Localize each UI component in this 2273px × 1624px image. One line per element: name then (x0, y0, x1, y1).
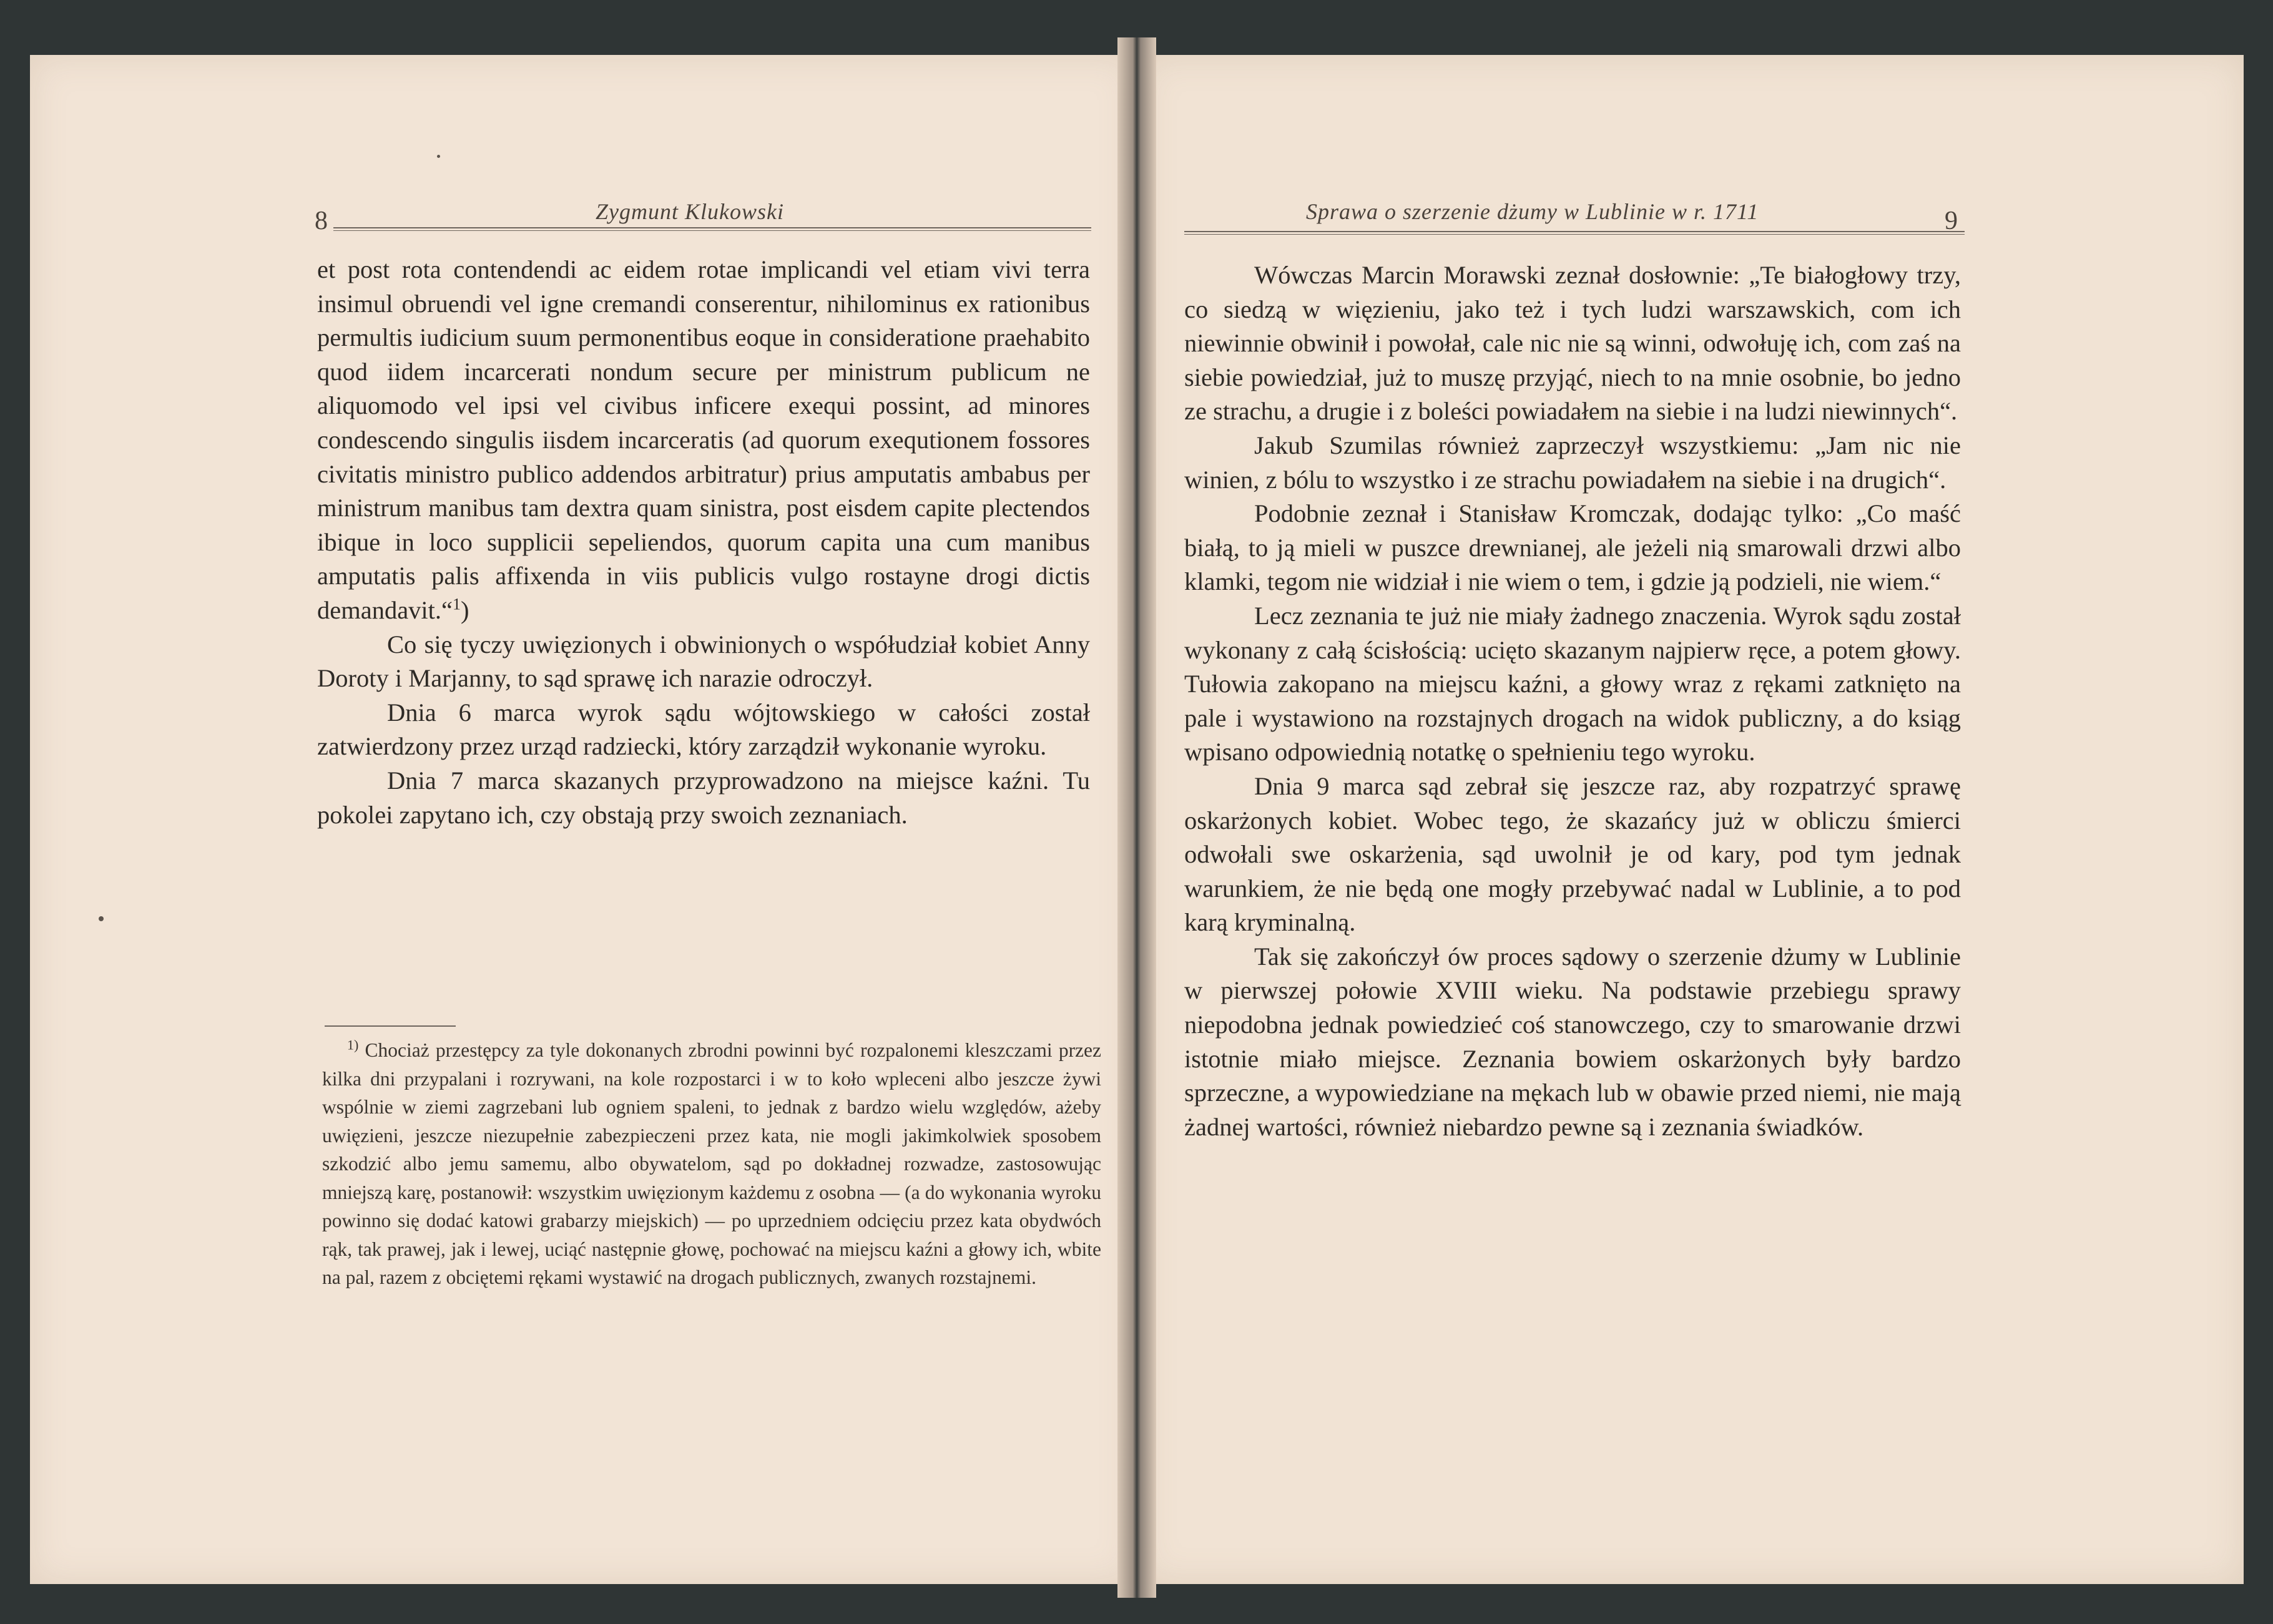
left-paragraph-4: Dnia 7 marca skazanych przyprowadzono na miejsce kaźni. Tu pokolei zapytano ich, czy obstają przy swoich zeznaniach. (317, 766, 1090, 829)
right-paragraph-3: Podobnie zeznał i Stanisław Kromczak, dodając tylko: „Co maść białą, to ją mieli w puszce drewnianej, ale jeżeli nią smarowali drzwi albo klamki, tegom nie widział i nie wiem o tem, i gdzie ją podzieli, nie wiem.“ (1184, 499, 1961, 596)
right-paragraph-2: Jakub Szumilas również zaprzeczył wszystkiemu: „Jam nic nie winien, z bólu to wszystko i ze strachu powiadałem na siebie i na drugich“. (1184, 431, 1961, 494)
left-paragraph-1: et post rota contendendi ac eidem rotae implicandi vel etiam vivi terra insimul obruendi vel igne cremandi conserentur, nihilominus ex rationibus permultis iudicium suum permonentibus eoque in consideratione praehabito quod iidem incarcerati nondum secure per ministrum publicum ne aliquomodo vel ipsi vel civibus inficere exequi possint, ad minores condescendo singulis iisdem incarceratis (ad quorum exequtionem fossores civitatis ministro publico addendos arbitratur) prius amputatis ambabus per ministrum manibus tam dextra quam sinistra, post eisdem capite plectendos ibique in loco supplicii sepeliendos, quorum capita una cum manibus amputatis palis affixenda in viis publicis vulgo rostayne drogi dictis demandavit.“$^1$) (317, 255, 1090, 624)
paper-speck (99, 916, 104, 921)
footnote-marker: 1) (347, 1037, 359, 1053)
left-running-title: Zygmunt Klukowski (596, 199, 784, 224)
right-running-title: Sprawa o szerzenie dżumy w Lublinie w r. 1711 (1306, 199, 1759, 224)
footnote (322, 1036, 1101, 1292)
right-body-text (1184, 258, 1961, 1144)
left-paragraph-3: Dnia 6 marca wyrok sądu wójtowskiego w całości został zatwierdzony przez urząd radziecki, który zarządził wykonanie wyroku. (317, 698, 1090, 761)
left-page-number: 8 (315, 207, 328, 235)
right-header-rule (1184, 231, 1965, 235)
right-page-number: 9 (1945, 207, 1958, 235)
footnote-text: Chociaż przestępcy za tyle dokonanych zbrodni powinni być rozpalonemi kleszczami przez kilka dni przypalani i rozrywani, na kole rozpostarci i w to koło wpleceni albo jeszcze żywi wspólnie w ziemi zagrzebani lub ogniem spaleni, to jednak z bardzo wielu względów, ażeby uwięzieni, jeszcze niezupełnie zabezpieczeni przez kata, nie mogli jakimkolwiek sposobem szkodzić albo jemu samemu, albo obywatelom, sąd po dokładnej rozwadze, zastosowując mniejszą karę, postanowił: wszystkim uwięzionym każdemu z osobna — (a do wykonania wyroku powinno się dodać katowi grabarzy miejskich) — po uprzedniem odcięciu przez kata obydwóch rąk, tak prawej, jak i lewej, uciąć następnie głowę, pochować na miejscu kaźni a głowy ich, wbite na pal, razem z obciętemi rękami wystawić na drogach publicznych, zwanych rozstajnemi. (322, 1039, 1101, 1288)
footnote-rule (325, 1025, 456, 1027)
right-paragraph-6: Tak się zakończył ów proces sądowy o szerzenie dżumy w Lublinie w pierwszej połowie XVIII wieku. Na podstawie przebiegu sprawy niepodobna jednak powiedzieć coś stanowczego, czy to smarowanie drzwi istotnie miało miejsce. Zeznania bowiem oskarżonych były bardzo sprzeczne, a wypowiedziane na mękach lub w obawie przed niemi, nie mają żadnej wartości, również niebardzo pewne są i zeznania świadków. (1184, 942, 1961, 1141)
left-header-rule (333, 227, 1091, 231)
right-paragraph-5: Dnia 9 marca sąd zebrał się jeszcze raz, aby rozpatrzyć sprawę oskarżonych kobiet. Wobec tego, że skazańcy już w obliczu śmierci odwołali swe oskarżenia, sąd uwolnił je od kary, pod tym jednak warunkiem, że nie będą one mogły przebywać nadal w Lublinie, a to pod karą kryminalną. (1184, 771, 1961, 937)
left-body-text (317, 253, 1090, 832)
paper-speck (437, 155, 440, 158)
book-gutter (1117, 37, 1156, 1598)
right-paragraph-4: Lecz zeznania te już nie miały żadnego znaczenia. Wyrok sądu został wykonany z całą ścisłością: ucięto skazanym najpierw ręce, a potem głowy. Tułowia zakopano na miejscu kaźni, a głowy wraz z rękami zatknięto na pale i wystawiono na rozstajnych drogach na widok publiczny, a do ksiąg wpisano odpowiednią notatkę o spełnieniu tego wyroku. (1184, 601, 1961, 766)
left-paragraph-2: Co się tyczy uwięzionych i obwinionych o współudział kobiet Anny Doroty i Marjanny, to sąd sprawę ich narazie odroczył. (317, 630, 1090, 693)
right-running-head (1184, 198, 1972, 236)
footnote-reference: 1 (453, 595, 461, 614)
right-paragraph-1: Wówczas Marcin Morawski zeznał dosłownie: „Te białogłowy trzy, co siedzą w więzieniu, jako też i tych ludzi warszawskich, com ich niewinnie obwinił i powołał, cale nic nie są winni, odwołuję ich, com zaś na siebie powiedział, już to muszę przyjąć, niech to na mnie osobnie, bo jedno ze strachu, a drugie i z boleści powiadałem na siebie i na ludzi niewinnych“. (1184, 261, 1961, 426)
